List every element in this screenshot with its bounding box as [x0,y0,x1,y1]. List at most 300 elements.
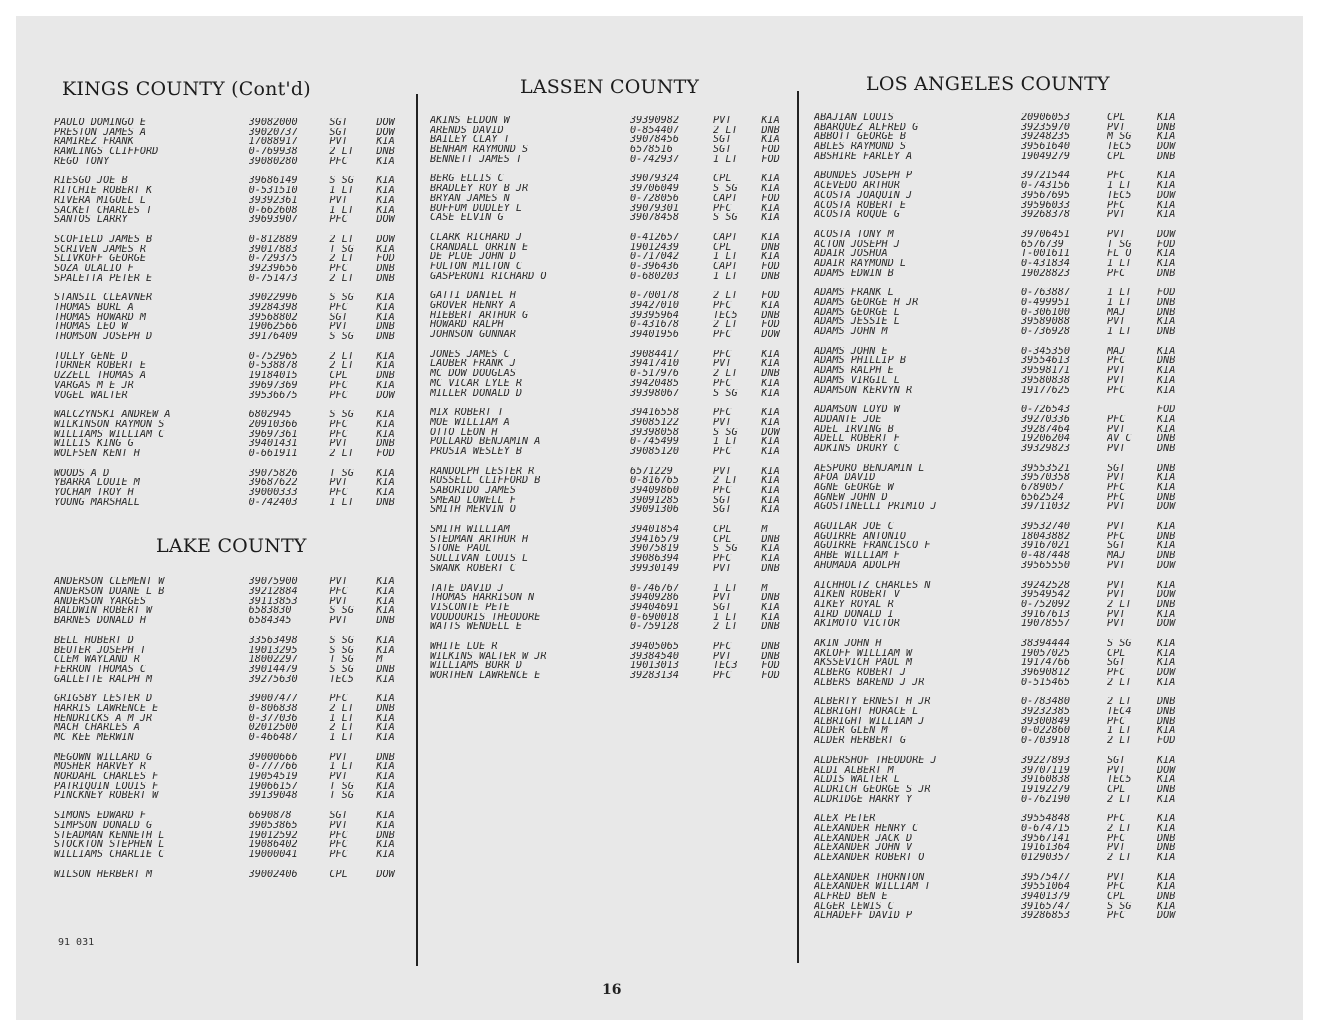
status: DNB [1157,551,1176,561]
casualty-name: ANDERSON DUANE L B [54,587,165,597]
status: KIA [1157,755,1176,766]
casualty-name: ALHADEFF DAVID P [814,911,913,922]
service-number: 19012439 [629,242,680,253]
service-number: 0-703918 [1021,736,1071,746]
casualty-name: STEDMAN ARTHUR H [430,534,529,545]
status: KIA [761,446,780,457]
status: KIA [1157,317,1176,328]
casualty-row [814,619,1214,629]
status: FOD [1157,405,1176,415]
grade: PVT [1107,502,1126,513]
casualty-name: ACOSTA ROQUE G [814,210,900,220]
casualty-name: RAWLINGS CLIFFORD [54,147,159,157]
casualty-row [54,371,414,381]
service-number: 19174766 [1021,658,1071,668]
grade: SGT [713,145,732,155]
entry-group [814,171,1214,219]
entry-group [430,584,800,632]
casualty-row [54,597,414,607]
entry-group [54,577,414,625]
grade: PVT [1107,619,1126,629]
grade: CPL [1107,892,1126,902]
casualty-row [814,649,1214,659]
status: DNB [1157,356,1176,367]
status: DNB [1157,463,1176,474]
grade: T SG [329,655,354,665]
service-number: 39561640 [1021,142,1071,152]
casualty-name: YBARRA LOUIE M [54,478,140,488]
grade [1107,405,1157,415]
grade: PFC [713,554,732,564]
grade: PFC [329,156,348,167]
county-section [54,78,414,507]
casualty-row [814,502,1214,512]
entry-group [430,350,800,398]
status: FOD [1157,239,1176,250]
service-number: 0-752965 [248,351,298,362]
grade: PFC [329,694,348,704]
status: KIA [1157,171,1176,182]
casualty-name: HIEBERT ARTHUR G [430,310,529,321]
grade: PVT [1107,522,1126,532]
grade: 1 LT [329,186,354,196]
casualty-row [430,525,800,535]
casualty-name: AHUMADA ADOLPH [814,560,900,571]
entry-group [814,347,1214,395]
service-number: T-001611 [1021,249,1071,259]
casualty-row [430,291,800,301]
grade: 1 LT [713,252,738,262]
casualty-name: ACOSTA TONY M [814,229,894,240]
status: KIA [1157,775,1176,785]
casualty-name: GROVER HENRY A [430,301,516,311]
status: KIA [376,488,395,498]
service-number: 39239656 [248,263,298,274]
casualty-name: AGNE GEORGE W [814,483,894,493]
grade: T SG [329,781,354,792]
casualty-name: MOSHER HARVEY R [54,762,147,773]
casualty-row [430,671,800,681]
casualty-name: SIMONS EDWARD F [54,811,147,821]
casualty-row [54,352,414,362]
grade: 2 LT [329,273,354,284]
grade: 2 LT [1107,697,1132,708]
casualty-name: HARRIS LAWRENCE E [54,703,159,714]
service-number: 39598171 [1021,366,1071,376]
casualty-row [430,642,800,652]
casualty-row [54,870,414,880]
grade: 2 LT [713,369,738,379]
casualty-name: AKINS ELDON W [430,116,510,126]
grade: PVT [1107,229,1126,240]
service-number: 0-717042 [629,252,680,262]
casualty-name: RIESGO JOE B [54,176,128,187]
casualty-row [814,707,1214,717]
service-number: 6583830 [248,606,292,617]
casualty-row [814,843,1214,853]
casualty-row [54,430,414,440]
casualty-name: DE PLUE JOHN D [430,252,516,262]
casualty-name: YOCHAM TROY H [54,488,134,498]
service-number: 20906053 [1021,113,1071,123]
service-number: 17088917 [248,137,298,148]
casualty-name: ANDERSON YARGES [54,596,147,607]
status: KIA [376,606,395,617]
service-number: 0-816765 [629,476,680,486]
status: KIA [761,184,780,194]
status: M [376,655,383,665]
casualty-row [54,264,414,274]
service-number: 0-806838 [248,703,298,714]
service-number: 0-517976 [629,369,680,379]
grade: S SG [713,184,738,194]
status: KIA [376,410,395,420]
grade: 2 LT [713,125,738,136]
casualty-row [814,581,1214,591]
status: KIA [761,203,780,214]
casualty-row [54,655,414,665]
status: DNB [1157,268,1176,279]
casualty-name: THOMAS HARRISON N [430,593,535,603]
grade: PVT [329,195,348,206]
casualty-name: BRADLEY ROY B JR [430,184,529,194]
casualty-row [814,210,1214,220]
casualty-row [54,137,414,147]
casualty-row [54,791,414,801]
county-title: LASSEN COUNTY [520,76,700,98]
casualty-name: BENNETT JAMES T [430,154,523,165]
status: DNB [1157,697,1176,708]
casualty-name: RITCHIE ROBERT K [54,186,153,196]
casualty-row [814,590,1214,600]
service-number: 39697361 [248,429,298,440]
status: DNB [761,271,780,282]
status: DNB [761,622,780,632]
casualty-name: GRIGSBY LESTER D [54,694,153,704]
casualty-row [54,488,414,498]
grade: TEC5 [329,674,354,685]
service-number: 0-345350 [1021,346,1071,357]
grade: PVT [1107,366,1126,376]
casualty-name: ADAIR RAYMOND L [814,258,907,269]
service-number: 0-728056 [629,193,680,204]
casualty-name: ALDRICH GEORGE S JR [814,784,931,795]
service-number: 19013295 [248,645,298,656]
casualty-name: SOZA ULALIO F [54,263,134,274]
grade: PVT [1107,590,1126,600]
casualty-name: BELL HUBERT D [54,635,134,646]
grade: PFC [329,488,348,498]
service-number: 0-431834 [1021,258,1071,269]
casualty-name: ADEL IRVING B [814,424,894,435]
grade: CPL [329,869,348,880]
status: KIA [761,417,780,428]
casualty-row [430,330,800,340]
casualty-row [430,418,800,428]
casualty-row [54,176,414,186]
service-number: 39567695 [1021,190,1071,201]
status: M [761,525,768,535]
grade: 2 LT [329,254,354,264]
status: DOW [1157,142,1176,152]
entry-group [54,352,414,400]
casualty-name: ACEVEDO ARTHUR [814,181,900,191]
grade: T SG [329,468,354,479]
service-number: 39300849 [1021,716,1071,727]
status: KIA [376,596,395,607]
status: KIA [1157,200,1176,211]
casualty-row [814,610,1214,620]
grade: PFC [713,671,732,681]
casualty-row [54,391,414,401]
casualty-row [814,473,1214,483]
casualty-row [814,736,1214,746]
grade: 2 LT [713,476,738,486]
casualty-row [814,230,1214,240]
casualty-name: AHBE WILLIAM F [814,551,900,561]
service-number: 0-690018 [629,612,680,623]
status: KIA [761,388,780,399]
status: KIA [376,468,395,479]
grade: PFC [1107,268,1126,279]
status: KIA [761,495,780,506]
casualty-name: AKIN JOHN H [814,638,882,649]
grade: PFC [329,429,348,440]
service-number: 39242528 [1021,580,1071,591]
grade: S SG [329,606,354,617]
grade: CPL [713,174,732,185]
entry-group [814,697,1214,745]
casualty-name: GATTI DANIEL H [430,291,516,301]
service-number: 39017883 [248,244,298,255]
grade: PFC [329,849,348,860]
status: KIA [376,674,395,685]
casualty-row [814,405,1214,415]
status: DOW [1157,590,1176,600]
casualty-row [430,126,800,136]
status: DOW [376,118,395,128]
casualty-row [54,821,414,831]
service-number: 39139048 [248,791,298,802]
status: DNB [761,369,780,379]
grade: PFC [1107,385,1126,396]
grade: PVT [329,772,348,782]
service-number: 39020737 [248,127,298,138]
status: KIA [376,791,395,802]
entry-group [430,174,800,222]
casualty-name: LAUBER FRANK J [430,359,516,370]
entry-group [54,176,414,224]
status: DOW [376,127,395,138]
grade: PFC [713,301,732,311]
status: DNB [761,641,780,652]
column-divider-2 [797,91,799,963]
casualty-row [54,616,414,626]
grade: CPL [329,371,348,381]
status: DNB [761,593,780,603]
casualty-name: ALEX PETER [814,814,876,824]
casualty-name: AIRD DONALD I [814,609,894,620]
service-number: 19028823 [1021,268,1071,279]
status: FOD [1157,736,1176,746]
service-number: 0-752092 [1021,599,1071,610]
grade: SGT [1107,463,1126,474]
grade: PFC [1107,414,1126,425]
casualty-row [430,564,800,574]
status: DNB [761,242,780,253]
casualty-name: CLARK RICHARD J [430,232,523,243]
casualty-row [814,464,1214,474]
grade: TEC3 [713,661,738,671]
service-number: 39079324 [629,174,680,185]
grade: 2 LT [329,448,354,459]
casualty-name: ALDI ALBERT M [814,765,894,776]
county-section [54,535,414,879]
service-number: 6584345 [248,616,292,626]
service-number: 19066157 [248,781,298,792]
status: DOW [761,427,780,438]
casualty-name: WILLIAMS WILLIAM C [54,429,165,440]
grade: 1 LT [329,713,354,724]
casualty-row [814,142,1214,152]
status: DNB [1157,327,1176,337]
service-number: 0-538878 [248,361,298,372]
status: DNB [1157,443,1176,454]
grade: PFC [329,303,348,313]
status: DOW [1157,229,1176,240]
status: DOW [1157,668,1176,678]
grade: 2 LT [1107,677,1132,688]
service-number: 39401379 [1021,892,1071,902]
entry-group [54,410,414,458]
grade: CPL [1107,151,1126,162]
service-number: 19078557 [1021,619,1071,629]
casualty-row [430,174,800,184]
status: KIA [376,713,395,724]
service-number: 39167613 [1021,609,1071,620]
grade: PFC [1107,356,1126,367]
service-number: 0-726543 [1021,405,1071,415]
status: KIA [376,176,395,187]
casualty-name: BUFFUM DUDLEY L [430,203,523,214]
status: M [761,583,768,594]
grade: 2 LT [713,320,738,331]
casualty-name: ALEXANDER JACK D [814,833,913,844]
status: DOW [376,390,395,401]
casualty-row [54,831,414,841]
casualty-row [814,639,1214,649]
grade: PFC [1107,200,1126,211]
casualty-row [814,249,1214,259]
service-number: 0-680203 [629,271,680,282]
casualty-row [430,447,800,457]
casualty-row [814,834,1214,844]
casualty-row [430,613,800,623]
status: KIA [376,635,395,646]
status: KIA [376,478,395,488]
status: KIA [761,612,780,623]
status: DNB [1157,434,1176,444]
service-number: 39401956 [629,330,680,340]
casualty-name: ADAMS JOHN E [814,346,888,357]
grade: 1 LT [713,583,738,594]
casualty-row [814,775,1214,785]
casualty-name: ALGER LEWIS C [814,901,894,912]
grade: MAJ [1107,307,1126,318]
status: FOD [761,154,780,165]
grade: 2 LT [1107,853,1132,863]
casualty-name: WOLFSEN KENT H [54,448,140,459]
status: KIA [761,301,780,311]
casualty-name: STOCKTON STEPHEN L [54,840,165,850]
status: KIA [761,408,780,418]
grade: PFC [1107,911,1126,922]
casualty-name: ALEXANDER THORNTON [814,872,925,883]
status: DOW [1157,619,1176,629]
casualty-row [814,551,1214,561]
status: KIA [1157,853,1176,863]
casualty-name: SWANK ROBERT C [430,563,516,574]
status: KIA [1157,658,1176,668]
casualty-row [814,347,1214,357]
service-number: 39711032 [1021,502,1071,513]
casualty-name: SPALETTA PETER E [54,273,153,284]
grade: T SG [1107,239,1132,250]
status: KIA [376,733,395,743]
service-number: 39078456 [629,135,680,146]
casualty-row [54,606,414,616]
service-number: 39082000 [248,118,298,128]
casualty-row [430,379,800,389]
casualty-row [430,652,800,662]
service-number: 39284398 [248,303,298,313]
casualty-row [814,376,1214,386]
casualty-name: ADAIR JOSHUA [814,249,888,259]
entry-group [430,642,800,681]
status: DNB [1157,843,1176,853]
status: FOD [376,254,395,264]
casualty-row [54,313,414,323]
service-number: 0-759128 [629,622,680,632]
casualty-name: SANTOS LARRY [54,215,128,225]
status: KIA [376,587,395,597]
service-number: 0-742403 [248,497,298,508]
status: FOD [376,448,395,459]
casualty-name: SMITH MERVIN O [430,505,516,516]
casualty-row [54,694,414,704]
entry-group [54,636,414,684]
service-number: 39086394 [629,554,680,564]
status: DNB [376,263,395,274]
status: KIA [761,252,780,262]
casualty-name: VISCONTE PETE [430,602,510,613]
casualty-name: WOODS A D [54,468,110,479]
casualty-name: TATE DAVID J [430,583,504,594]
status: KIA [1157,609,1176,620]
service-number: 39165747 [1021,901,1071,912]
status: DOW [761,330,780,340]
service-number: 0-377036 [248,713,298,724]
grade: PVT [329,137,348,148]
service-number: 39075900 [248,577,298,588]
status: KIA [376,186,395,196]
service-number: 0-487448 [1021,551,1071,561]
service-number: 6571229 [629,466,673,477]
grade: PVT [713,466,732,477]
status: DNB [1157,716,1176,727]
grade: PVT [329,478,348,488]
grade: S SG [713,544,738,555]
